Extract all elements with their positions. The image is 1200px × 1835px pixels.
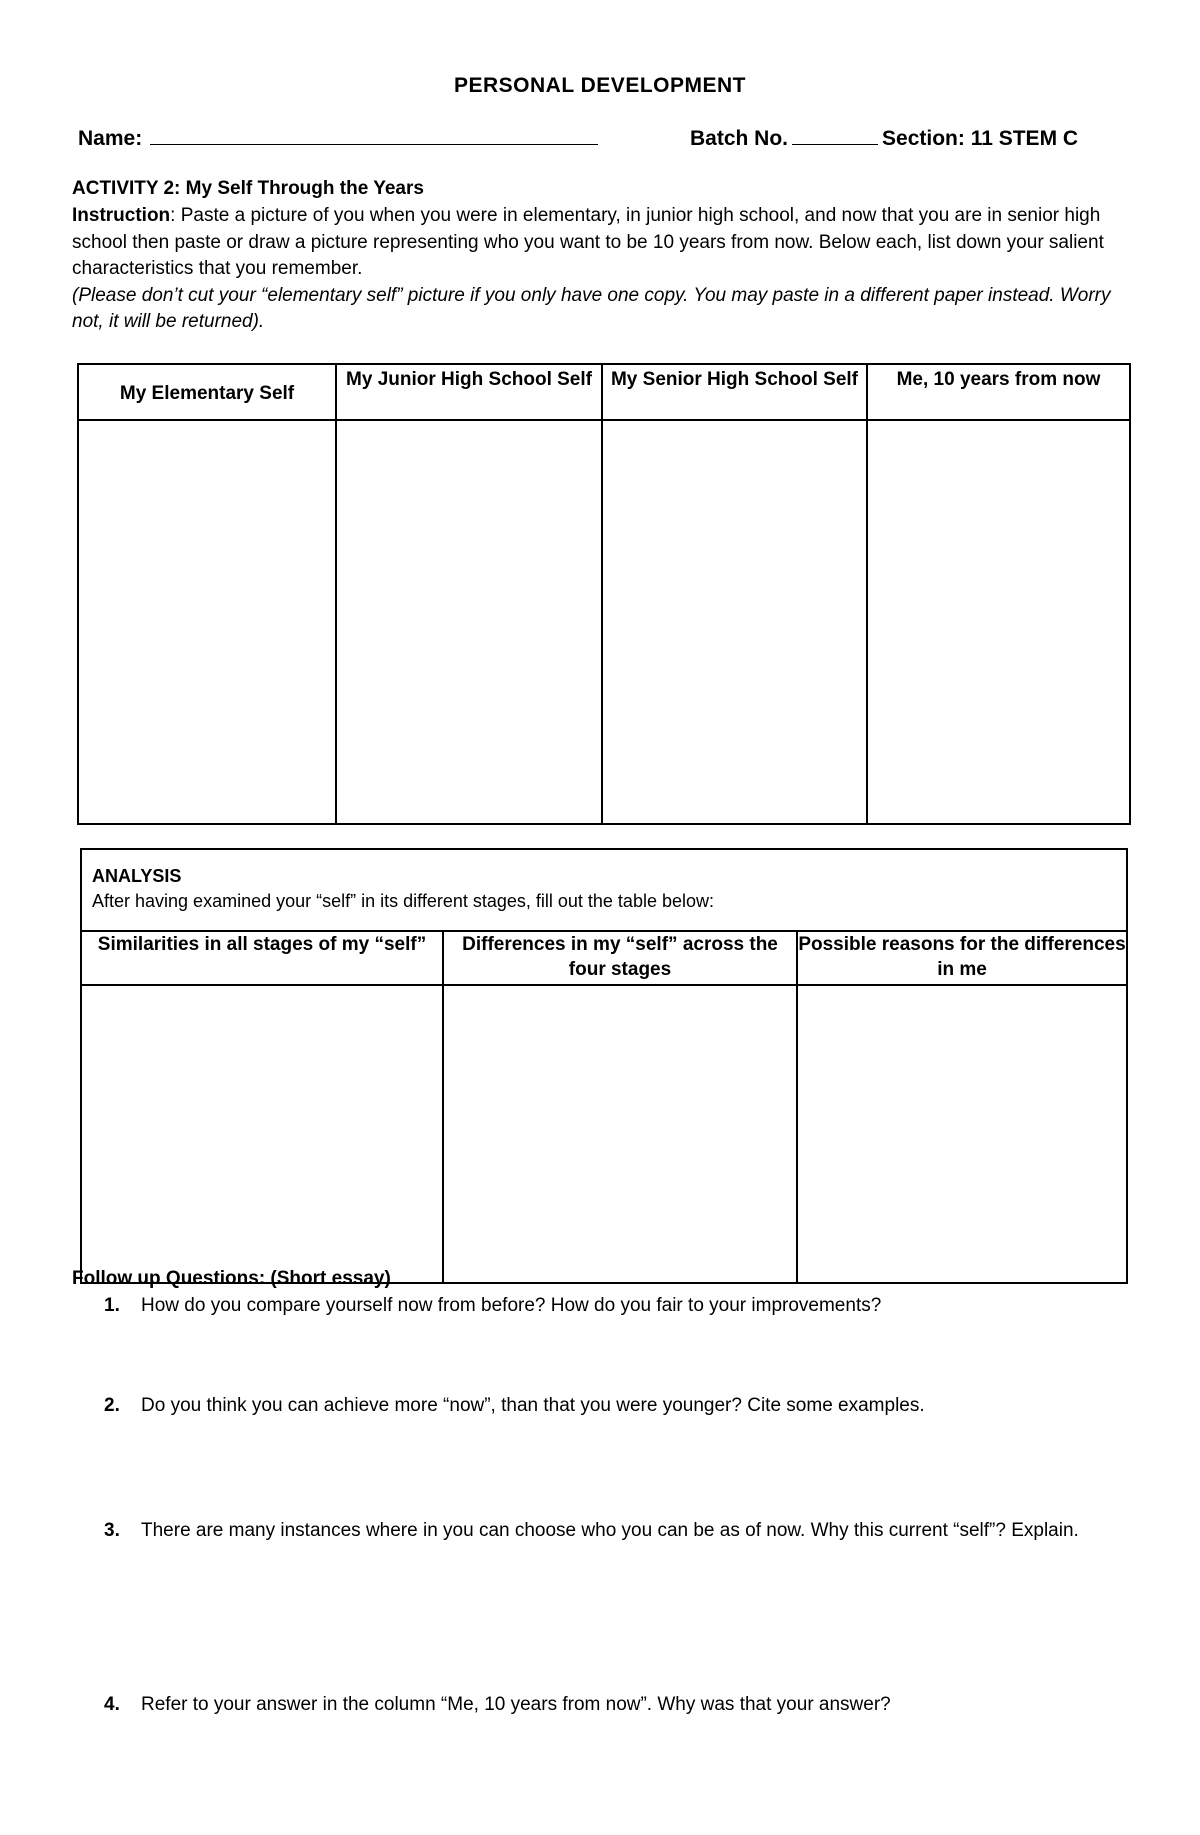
question-text: There are many instances where in you can choose who you can be as of now. Why this current “self”? Explain. — [141, 1520, 1079, 1541]
batch-blank[interactable] — [792, 126, 878, 145]
instruction-text: : Paste a picture of you when you were in elementary, in junior high school, and now that you are in senior high school then paste or draw a picture representing who you want to be 10 years from now. Below each, list down your salient characteristics that you remember. — [72, 205, 1104, 279]
batch-label: Batch No. — [690, 127, 789, 150]
analysis-table — [80, 848, 1128, 1284]
instruction-label: Instruction — [72, 205, 171, 226]
column-header-differences: Differences in my “self” across the four stages — [443, 931, 797, 985]
section-label: Section: 11 STEM C — [882, 127, 1079, 150]
activity-title: ACTIVITY 2: My Self Through the Years — [72, 178, 424, 199]
question-item — [104, 1692, 1154, 1717]
similarities-cell[interactable] — [81, 985, 443, 1283]
analysis-instruction: After having examined your “self” in its different stages, fill out the table below: — [92, 891, 714, 911]
page-title: PERSONAL DEVELOPMENT — [454, 74, 746, 97]
self-through-years-table — [77, 363, 1131, 825]
name-label: Name: — [78, 127, 143, 150]
question-item — [104, 1393, 1154, 1418]
column-header-junior-high: My Junior High School Self — [336, 364, 602, 420]
question-text: Do you think you can achieve more “now”, than that you were younger? Cite some examples. — [141, 1395, 925, 1416]
column-header-ten-years: Me, 10 years from now — [867, 364, 1130, 420]
question-text: How do you compare yourself now from before? How do you fair to your improvements? — [141, 1295, 882, 1316]
instruction-note: (Please don’t cut your “elementary self” picture if you only have one copy. You may paste in a different paper instead. Worry not, it will be returned). — [72, 284, 1111, 332]
junior-high-self-cell[interactable] — [336, 420, 602, 824]
column-header-senior-high: My Senior High School Self — [602, 364, 867, 420]
ten-years-self-cell[interactable] — [867, 420, 1130, 824]
analysis-header — [81, 849, 1127, 931]
follow-up-title: Follow up Questions: (Short essay) — [72, 1268, 391, 1289]
batch-section-line — [690, 126, 1078, 151]
name-blank[interactable] — [150, 126, 598, 145]
instruction-block — [72, 203, 1142, 336]
question-number: 3. — [104, 1520, 120, 1541]
analysis-title: ANALYSIS — [92, 866, 182, 886]
column-header-similarities: Similarities in all stages of my “self” — [81, 931, 443, 985]
differences-cell[interactable] — [443, 985, 797, 1283]
question-text: Refer to your answer in the column “Me, 10 years from now”. Why was that your answer? — [141, 1694, 891, 1715]
elementary-self-cell[interactable] — [78, 420, 336, 824]
question-number: 2. — [104, 1395, 120, 1416]
column-header-reasons: Possible reasons for the differences in me — [797, 931, 1127, 985]
question-item — [104, 1518, 1154, 1543]
column-header-elementary: My Elementary Self — [78, 364, 336, 420]
question-number: 1. — [104, 1295, 120, 1316]
question-number: 4. — [104, 1694, 120, 1715]
reasons-cell[interactable] — [797, 985, 1127, 1283]
name-field — [78, 126, 598, 151]
question-item — [104, 1293, 1154, 1318]
senior-high-self-cell[interactable] — [602, 420, 867, 824]
